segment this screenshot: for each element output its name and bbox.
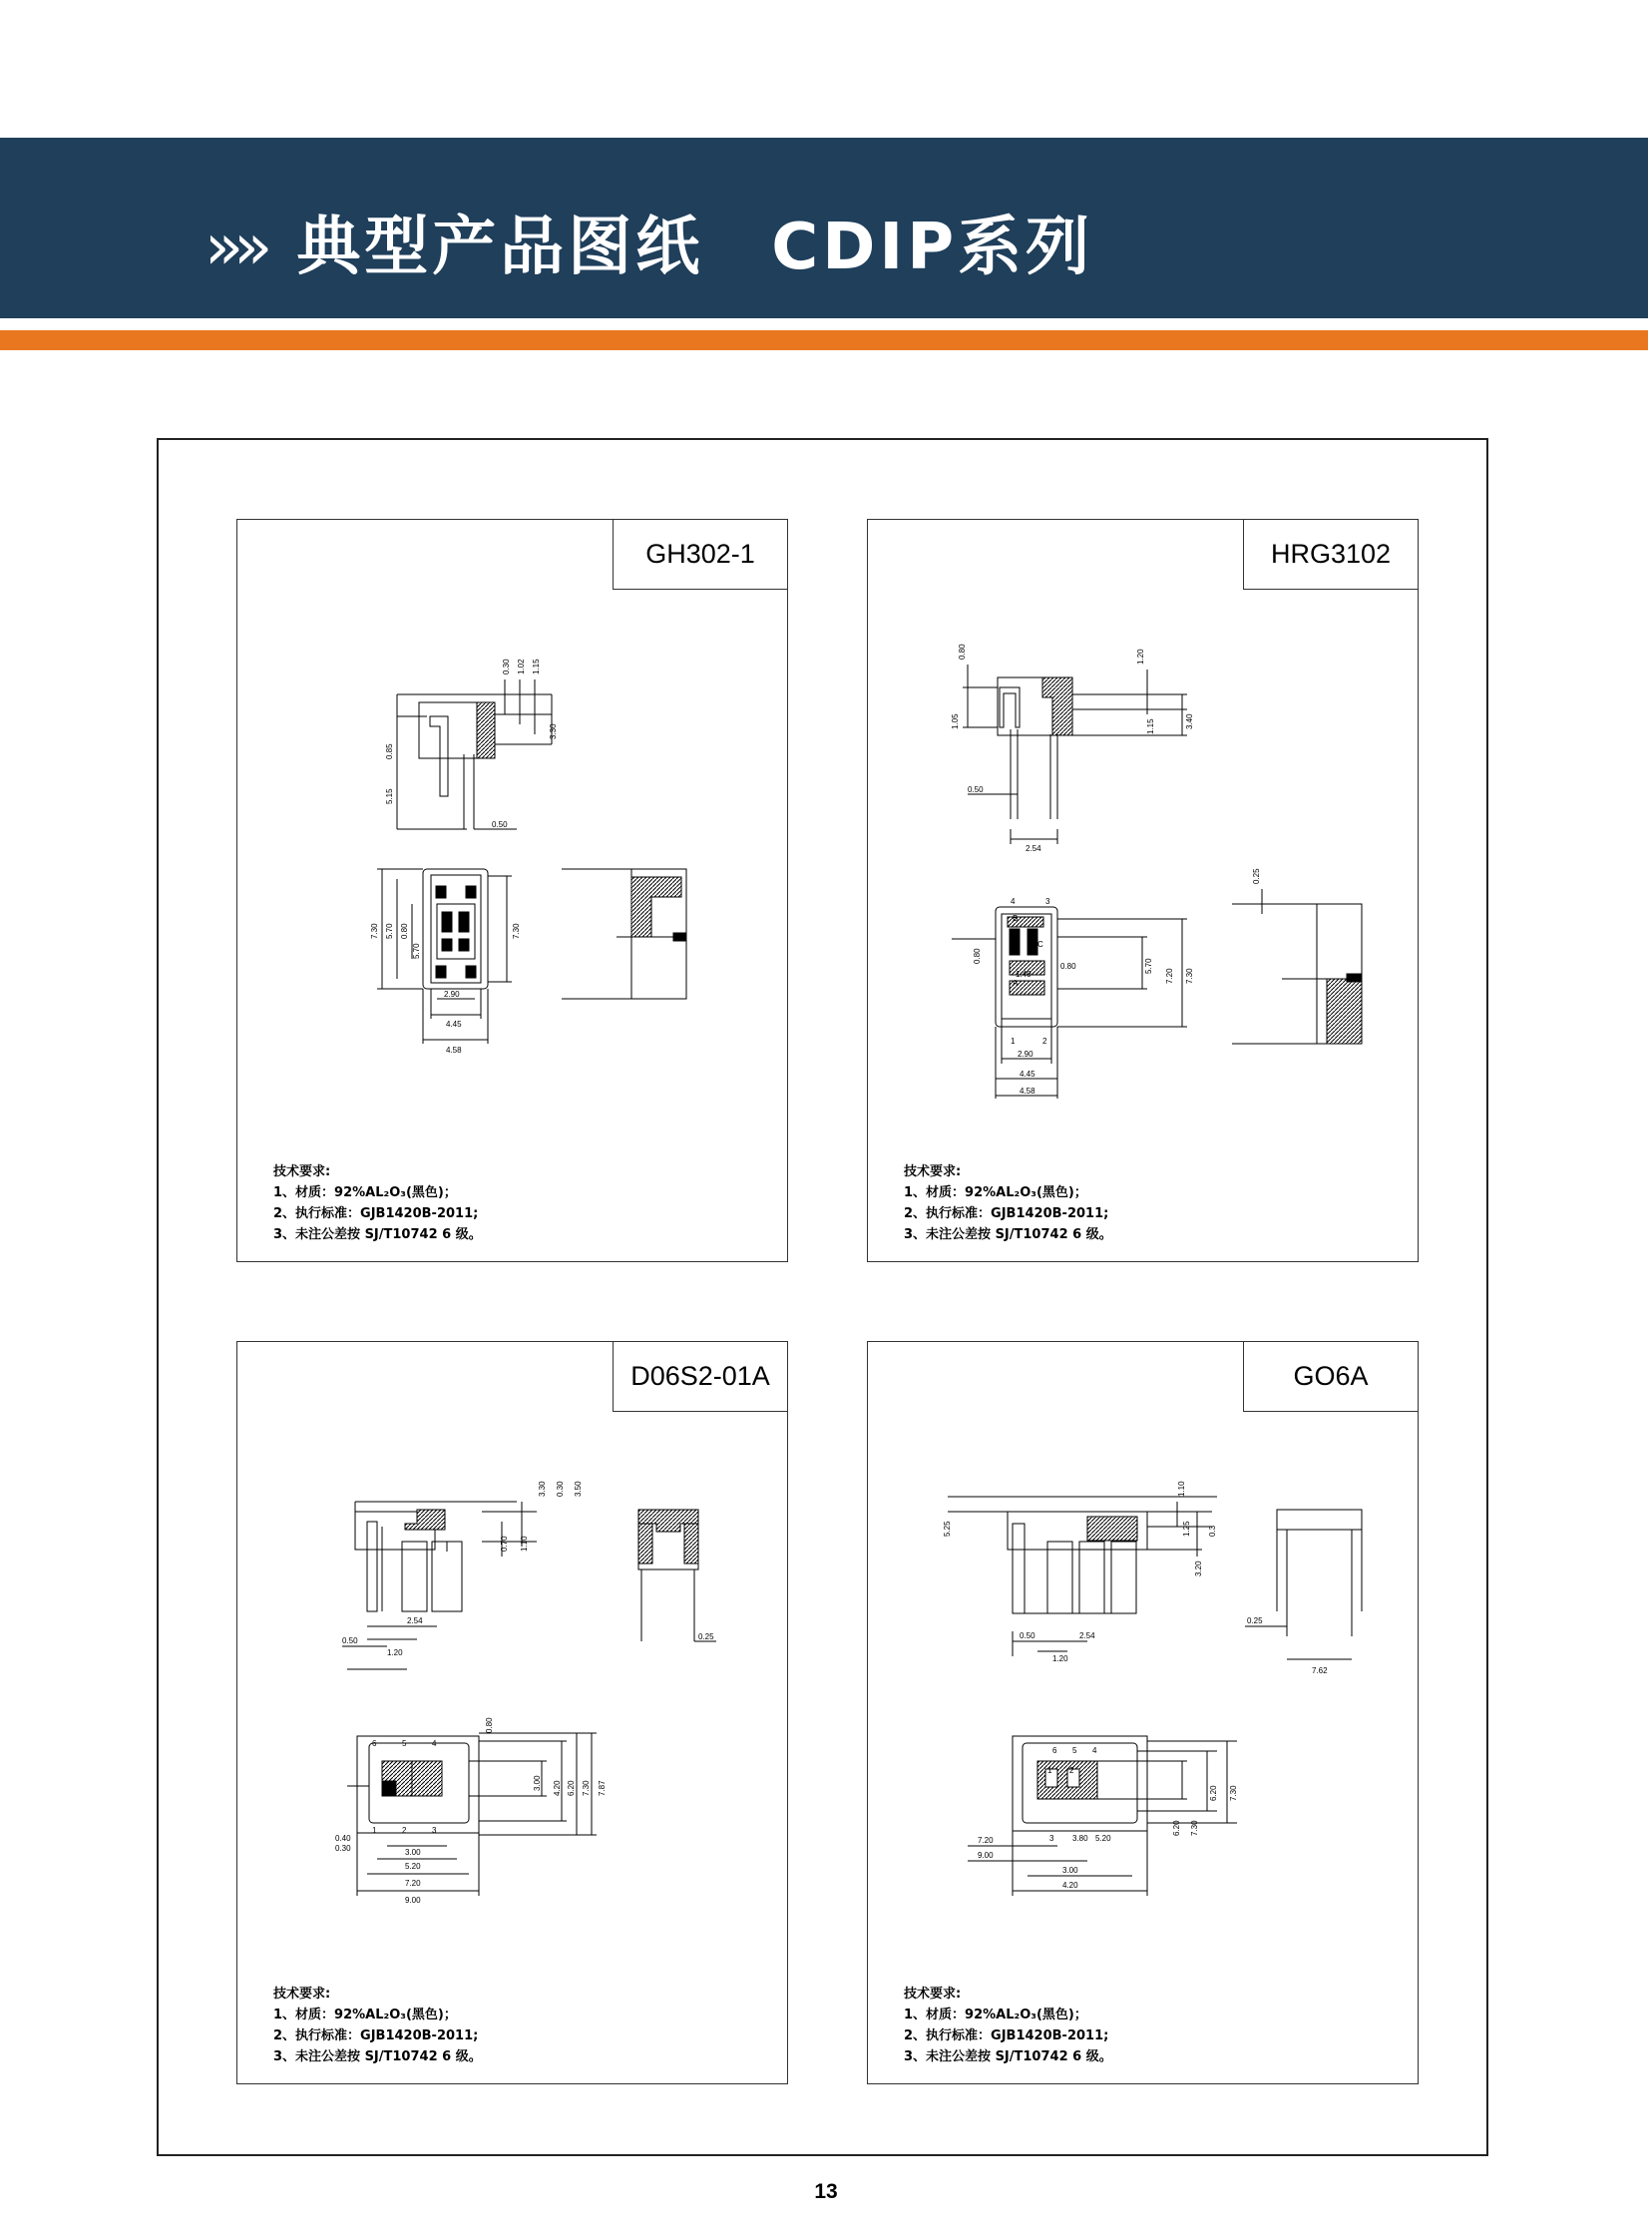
dimension-label: B <box>1013 914 1019 923</box>
dimension-label: 3.20 <box>1194 1561 1203 1576</box>
dimension-label: 0.25 <box>1247 1616 1263 1625</box>
dimension-label: 3.80 <box>1072 1834 1088 1843</box>
dimension-label: 0.80 <box>973 948 982 964</box>
dimension-label: 1.20 <box>1136 649 1145 665</box>
dimension-label: 0.85 <box>385 743 394 759</box>
dimension-label: 2.54 <box>1026 844 1041 853</box>
dimension-label: 0.30 <box>335 1844 351 1853</box>
dimension-label: 7.30 <box>512 923 521 939</box>
dimension-label: 1.02 <box>517 659 526 674</box>
dimension-label: 5.70 <box>1144 958 1153 974</box>
dimension-label: 6 <box>372 1739 377 1748</box>
header-banner <box>0 138 1648 318</box>
dimension-label: 6.20 <box>1172 1820 1181 1836</box>
dimension-label: 4 <box>1092 1746 1097 1755</box>
dimension-label: 5.70 <box>385 923 394 939</box>
dimension-label: 1.15 <box>1146 718 1155 734</box>
title-text: 典型产品图纸 CDIP系列 <box>296 211 1094 284</box>
dimension-label: 0.80 <box>485 1717 494 1733</box>
drawing-panel-go6a <box>867 1341 1419 2084</box>
technical-notes: 技术要求: 1、材质：92%AL₂O₃(黑色)； 2、执行标准：GJB1420B-2011; 3、未注公差按 SJ/T10742 6 级。 <box>904 1987 1112 2064</box>
technical-drawing <box>868 520 1420 1263</box>
dimension-label: 5 <box>402 1739 407 1748</box>
dimension-label: 1.25 <box>1182 1521 1191 1537</box>
dimension-label: 3.00 <box>533 1775 542 1791</box>
dimension-label: 3.50 <box>574 1481 583 1497</box>
dimension-label: 6 <box>1052 1746 1057 1755</box>
dimension-label: 4 <box>432 1739 437 1748</box>
model-label: GO6A <box>1243 1342 1418 1412</box>
dimension-label: 4 <box>1011 897 1016 906</box>
dimension-label: 0.40 <box>335 1834 351 1843</box>
dimension-label: 1.10 <box>1177 1481 1186 1497</box>
dimension-label: 0.30 <box>556 1481 565 1497</box>
dimension-label: 1 <box>372 1826 377 1835</box>
dimension-label: 5 <box>1072 1746 1077 1755</box>
dimension-label: 7.30 <box>582 1780 591 1796</box>
dimension-label: 7.62 <box>1312 1666 1328 1675</box>
dimension-label: 9.00 <box>978 1851 994 1860</box>
dimension-label: 1 <box>1011 1037 1016 1046</box>
dimension-label: 6.20 <box>1209 1785 1218 1801</box>
dimension-label: 7.30 <box>1185 968 1194 984</box>
dimension-label: 4.20 <box>1062 1881 1078 1890</box>
dimension-label: 0.80 <box>1060 962 1076 971</box>
dimension-label: 2.54 <box>1079 1631 1095 1640</box>
technical-notes: 技术要求: 1、材质：92%AL₂O₃(黑色)； 2、执行标准：GJB1420B-2011; 3、未注公差按 SJ/T10742 6 级。 <box>273 1987 482 2064</box>
drawing-panel-d06s2-01a <box>236 1341 788 2084</box>
dimension-label: 3 <box>432 1826 437 1835</box>
dimension-label: 2 <box>1042 1037 1047 1046</box>
dimension-label: 1.40 <box>1016 970 1032 979</box>
dimension-label: 4.58 <box>446 1046 462 1055</box>
dimension-label: 0.25 <box>1252 868 1261 884</box>
technical-drawing <box>237 1342 789 2085</box>
dimension-label: 2.90 <box>444 990 460 999</box>
dimension-label: 0.50 <box>492 820 508 829</box>
dimension-label: 7.20 <box>978 1836 994 1845</box>
dimension-label: 3.30 <box>549 723 558 739</box>
dimension-label: 5.20 <box>405 1862 421 1871</box>
dimension-label: 3.00 <box>405 1848 421 1857</box>
dimension-label: 4.58 <box>1020 1087 1035 1096</box>
drawing-panel-gh302-1 <box>236 519 788 1262</box>
dimension-label: 0.3 <box>1208 1525 1217 1537</box>
model-label: D06S2-01A <box>613 1342 787 1412</box>
chevron-icon: »» <box>205 211 263 284</box>
page-number: 13 <box>814 2180 838 2203</box>
dimension-label: 3.30 <box>538 1481 547 1497</box>
dimension-label: 0.80 <box>400 923 409 939</box>
dimension-label: 3.00 <box>1062 1866 1078 1875</box>
dimension-label: 1.05 <box>951 713 960 729</box>
technical-drawing <box>868 1342 1420 2085</box>
technical-notes: 技术要求: 1、材质：92%AL₂O₃(黑色)； 2、执行标准：GJB1420B-2011; 3、未注公差按 SJ/T10742 6 级。 <box>273 1164 482 1242</box>
dimension-label: 0.50 <box>342 1636 358 1645</box>
drawing-panel-hrg3102 <box>867 519 1419 1262</box>
dimension-label: 0.50 <box>1020 1631 1035 1640</box>
dimension-label: 0.50 <box>968 785 984 794</box>
dimension-label: 5.15 <box>385 788 394 804</box>
dimension-label: 1.15 <box>532 659 541 674</box>
dimension-label: 2.54 <box>407 1616 423 1625</box>
dimension-label: 5.25 <box>943 1521 952 1537</box>
dimension-label: 0.80 <box>958 644 967 660</box>
dimension-label: 3 <box>1049 1834 1054 1843</box>
page-title <box>205 211 1094 284</box>
technical-drawing <box>237 520 789 1263</box>
technical-notes: 技术要求: 1、材质：92%AL₂O₃(黑色)； 2、执行标准：GJB1420B-2011; 3、未注公差按 SJ/T10742 6 级。 <box>904 1164 1112 1242</box>
dimension-label: 7.30 <box>370 923 379 939</box>
dimension-label: 6.20 <box>567 1780 576 1796</box>
dimension-label: 1.20 <box>1052 1654 1068 1663</box>
dimension-label: 1 <box>1047 1766 1052 1775</box>
model-label: GH302-1 <box>613 520 787 590</box>
dimension-label: 4.45 <box>446 1020 462 1029</box>
dimension-label: 7.30 <box>1190 1820 1199 1836</box>
dimension-label: A <box>1013 979 1019 988</box>
dimension-label: 0.25 <box>698 1632 714 1641</box>
accent-bar <box>0 330 1648 350</box>
dimension-label: 5.70 <box>412 943 421 959</box>
dimension-label: 2 <box>1069 1766 1074 1775</box>
dimension-label: D <box>1013 940 1019 949</box>
dimension-label: 5.20 <box>1095 1834 1111 1843</box>
dimension-label: 1.20 <box>387 1648 403 1657</box>
dimension-label: 4.20 <box>553 1780 562 1796</box>
dimension-label: 1.10 <box>520 1536 529 1552</box>
drawing-frame <box>157 438 1488 2156</box>
dimension-label: 7.87 <box>598 1780 607 1796</box>
dimension-label: C <box>1037 940 1043 949</box>
dimension-label: 7.20 <box>1165 968 1174 984</box>
dimension-label: 3.40 <box>1185 713 1194 729</box>
dimension-label: 7.30 <box>1229 1785 1238 1801</box>
dimension-label: 0.30 <box>502 659 511 674</box>
dimension-label: 9.00 <box>405 1896 421 1905</box>
model-label: HRG3102 <box>1243 520 1418 590</box>
dimension-label: 2.90 <box>1018 1050 1033 1059</box>
dimension-label: 2 <box>402 1826 407 1835</box>
dimension-label: 3 <box>1045 897 1050 906</box>
dimension-label: 0.70 <box>500 1536 509 1552</box>
dimension-label: 7.20 <box>405 1879 421 1888</box>
dimension-label: 4.45 <box>1020 1070 1035 1079</box>
